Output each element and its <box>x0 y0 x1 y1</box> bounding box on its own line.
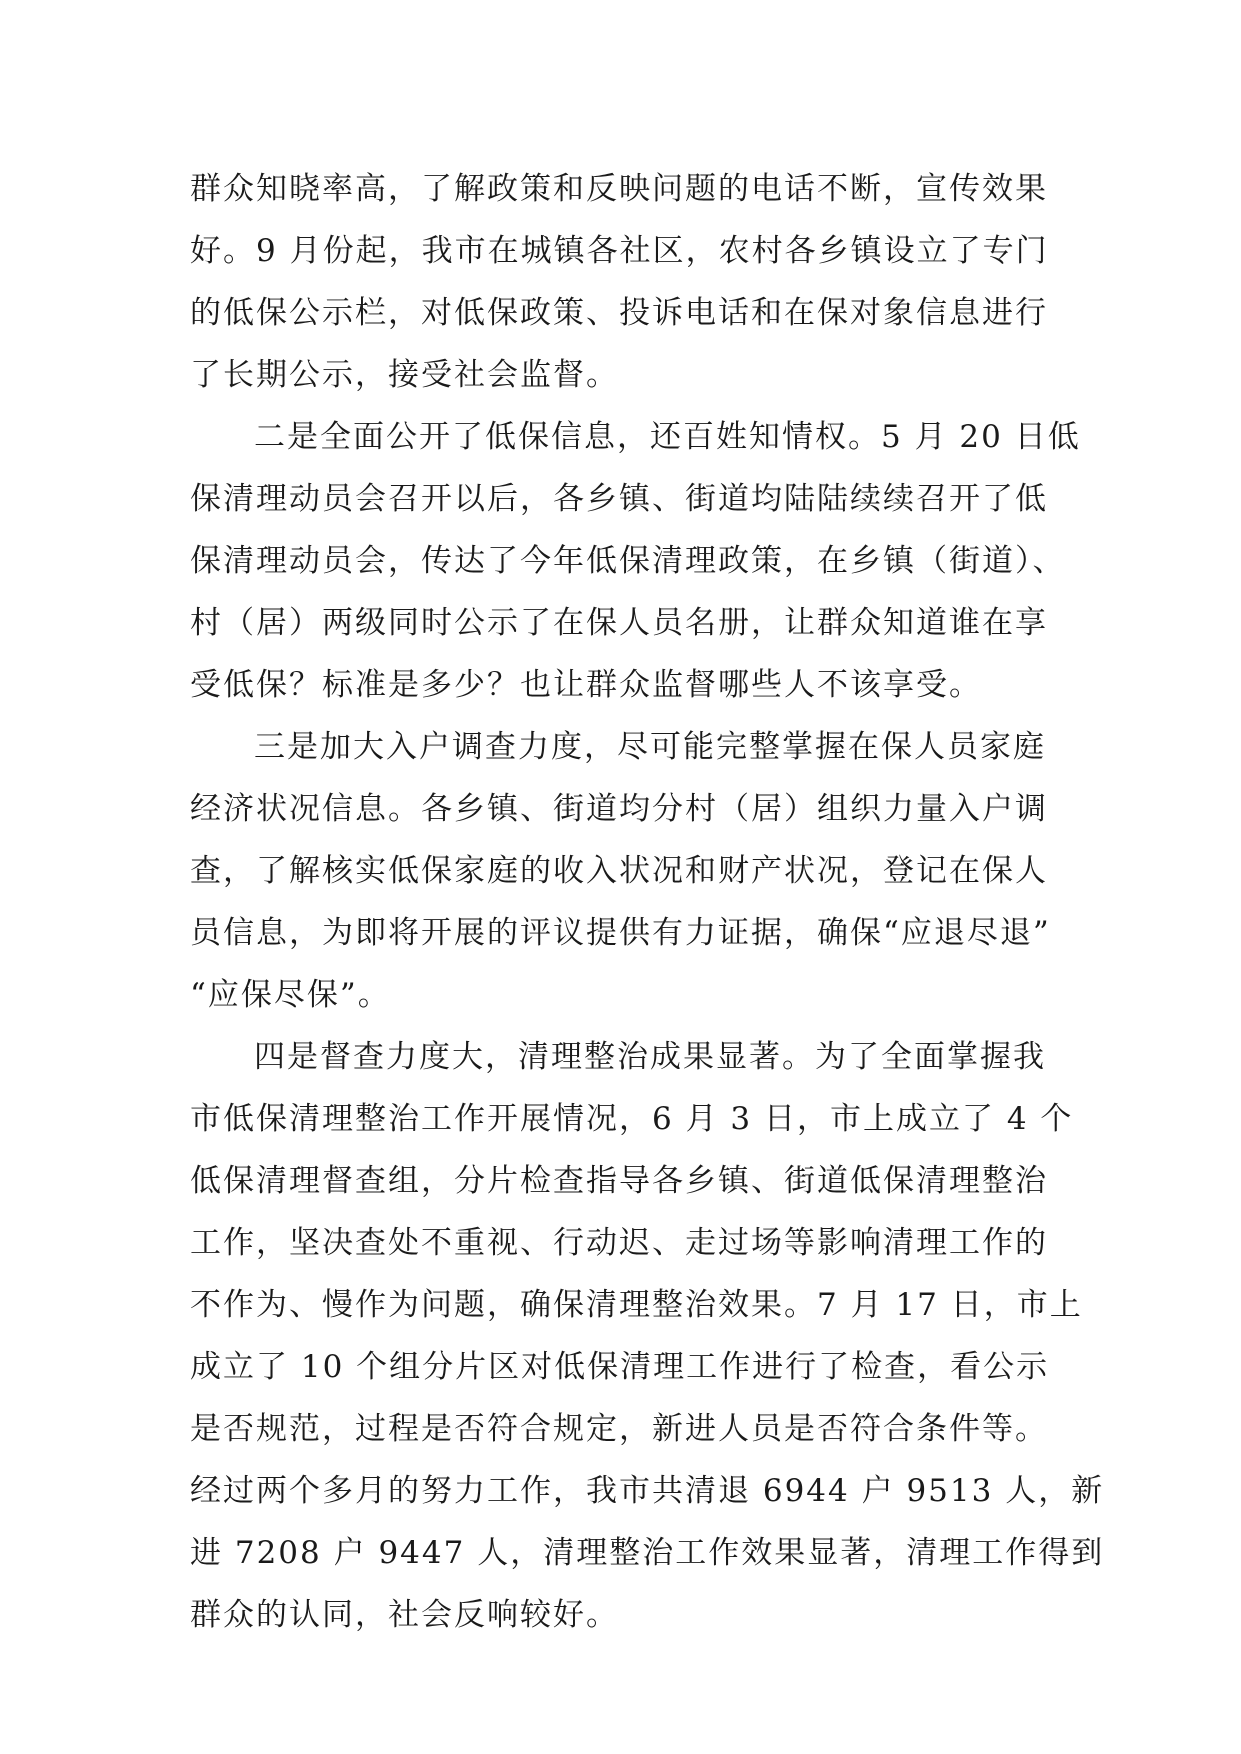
text-line: 保清理动员会召开以后，各乡镇、街道均陆陆续续召开了低 <box>190 481 1048 517</box>
text-line: 群众的认同，社会反响较好。 <box>190 1597 619 1633</box>
text-line: 成立了 10 个组分片区对低保清理工作进行了检查，看公示 <box>190 1349 1050 1385</box>
document-body <box>190 158 1105 1646</box>
text-line: 四是督查力度大，清理整治成果显著。为了全面掌握我 <box>254 1039 1046 1075</box>
text-line: 低保清理督查组，分片检查指导各乡镇、街道低保清理整治 <box>190 1163 1048 1199</box>
paragraph-point-four <box>190 1026 1105 1646</box>
text-line: 经济状况信息。各乡镇、街道均分村（居）组织力量入户调 <box>190 791 1048 827</box>
text-line: 二是全面公开了低保信息，还百姓知情权。5 月 20 日低 <box>254 419 1081 455</box>
text-line: 的低保公示栏，对低保政策、投诉电话和在保对象信息进行 <box>190 295 1048 331</box>
text-line: 经过两个多月的努力工作，我市共清退 6944 户 9513 人，新 <box>190 1473 1105 1509</box>
text-line: 市低保清理整治工作开展情况，6 月 3 日，市上成立了 4 个 <box>190 1101 1074 1137</box>
text-line: 不作为、慢作为问题，确保清理整治效果。7 月 17 日，市上 <box>190 1287 1083 1323</box>
text-line: 受低保？标准是多少？也让群众监督哪些人不该享受。 <box>190 667 982 703</box>
text-line: 进 7208 户 9447 人，清理整治工作效果显著，清理工作得到 <box>190 1535 1105 1571</box>
text-line: 村（居）两级同时公示了在保人员名册，让群众知道谁在享 <box>190 605 1048 641</box>
text-line: 保清理动员会，传达了今年低保清理政策，在乡镇（街道）、 <box>190 543 1066 579</box>
text-line: 查，了解核实低保家庭的收入状况和财产状况，登记在保人 <box>190 853 1048 889</box>
text-line: 了长期公示，接受社会监督。 <box>190 357 619 393</box>
text-line: 三是加大入户调查力度，尽可能完整掌握在保人员家庭 <box>254 729 1046 765</box>
text-line: 群众知晓率高，了解政策和反映问题的电话不断，宣传效果 <box>190 171 1048 207</box>
text-line: 好。9 月份起，我市在城镇各社区，农村各乡镇设立了专门 <box>190 233 1049 269</box>
paragraph-continuation <box>190 158 1070 406</box>
text-line: 工作，坚决查处不重视、行动迟、走过场等影响清理工作的 <box>190 1225 1048 1261</box>
paragraph-point-two <box>190 406 1081 716</box>
text-line: 是否规范，过程是否符合规定，新进人员是否符合条件等。 <box>190 1411 1048 1447</box>
paragraph-point-three <box>190 716 1070 1026</box>
text-line: 员信息，为即将开展的评议提供有力证据，确保“应退尽退” <box>190 915 1051 951</box>
text-line: “应保尽保”。 <box>190 977 391 1013</box>
